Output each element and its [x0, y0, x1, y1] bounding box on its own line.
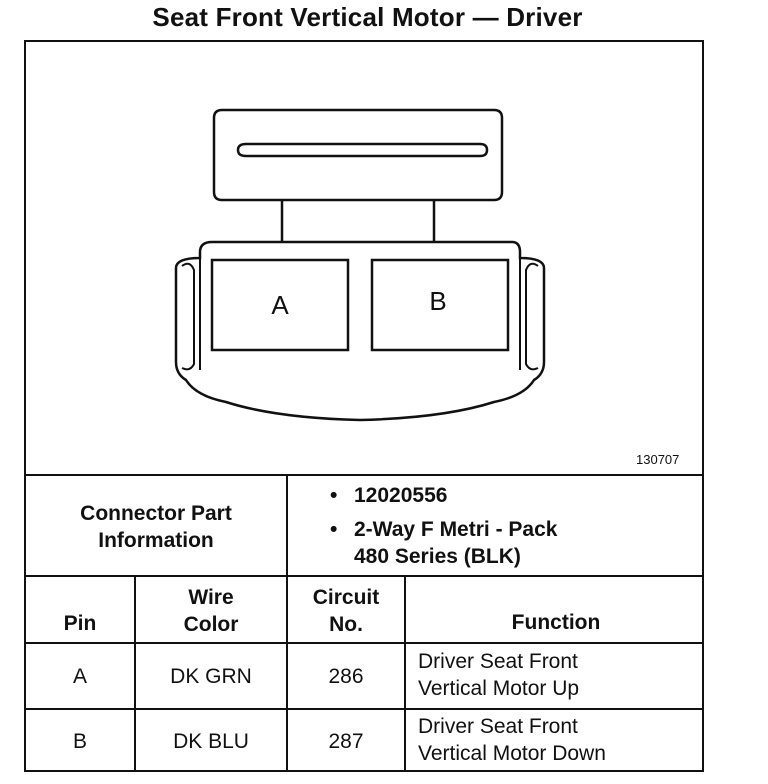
- header-function-text: Function: [511, 611, 601, 634]
- connector-diagram: [24, 40, 704, 476]
- housing-ear-left-outer: [182, 264, 194, 370]
- latch-slot: [238, 144, 487, 156]
- figure-id: 130707: [636, 452, 680, 467]
- connector-type-line1: 2-Way F Metri - Pack: [354, 518, 558, 541]
- cavity-label-a: A: [271, 290, 289, 320]
- row-b-function: [418, 713, 606, 767]
- divider-diagram-bottom: [24, 474, 704, 476]
- part-info-item: [330, 482, 557, 509]
- divider-row-a-bottom: [24, 708, 704, 710]
- row-a-circuit: 286: [328, 665, 364, 688]
- divider-partinfo-vertical: [286, 474, 288, 577]
- header-circuit-text-line2: No.: [329, 613, 363, 636]
- header-pin-text: Pin: [63, 612, 97, 635]
- part-info-list: [330, 482, 557, 577]
- row-a-function: [418, 648, 579, 702]
- cavity-label-b: B: [429, 286, 447, 316]
- divider-col-circuit: [404, 575, 406, 772]
- part-info-label: [26, 500, 286, 554]
- connector-housing: [176, 242, 544, 420]
- header-wire-color: [136, 584, 286, 638]
- header-circuit: [288, 584, 404, 638]
- page-title: Seat Front Vertical Motor — Driver: [152, 2, 583, 32]
- bullet-icon: •: [330, 518, 338, 541]
- row-a-function-line2: Vertical Motor Up: [418, 677, 580, 700]
- header-wire-text-line1: Wire: [188, 586, 234, 609]
- row-b-function-line1: Driver Seat Front: [418, 715, 578, 738]
- part-number: 12020556: [354, 484, 448, 507]
- divider-header-bottom: [24, 642, 704, 644]
- part-info-item: [330, 516, 557, 570]
- row-b-wire-color: DK BLU: [173, 730, 249, 753]
- header-wire-text-line2: Color: [183, 613, 239, 636]
- bullet-icon: •: [330, 484, 338, 507]
- row-a-function-line1: Driver Seat Front: [418, 650, 578, 673]
- header-circuit-text-line1: Circuit: [312, 586, 380, 609]
- row-b-function-line2: Vertical Motor Down: [418, 742, 606, 765]
- housing-ear-right-outer: [526, 264, 538, 370]
- part-info-label-line1: Connector Part: [80, 502, 232, 525]
- row-b-pin: B: [72, 730, 87, 753]
- row-b-circuit: 287: [328, 730, 364, 753]
- part-info-label-line2: Information: [98, 529, 214, 552]
- row-a-wire-color: DK GRN: [170, 665, 252, 688]
- header-pin: [26, 610, 134, 637]
- row-a-pin: A: [72, 665, 87, 688]
- connector-drawing: [24, 40, 704, 476]
- header-function: [406, 609, 706, 636]
- connector-type-line2: 480 Series (BLK): [354, 545, 521, 568]
